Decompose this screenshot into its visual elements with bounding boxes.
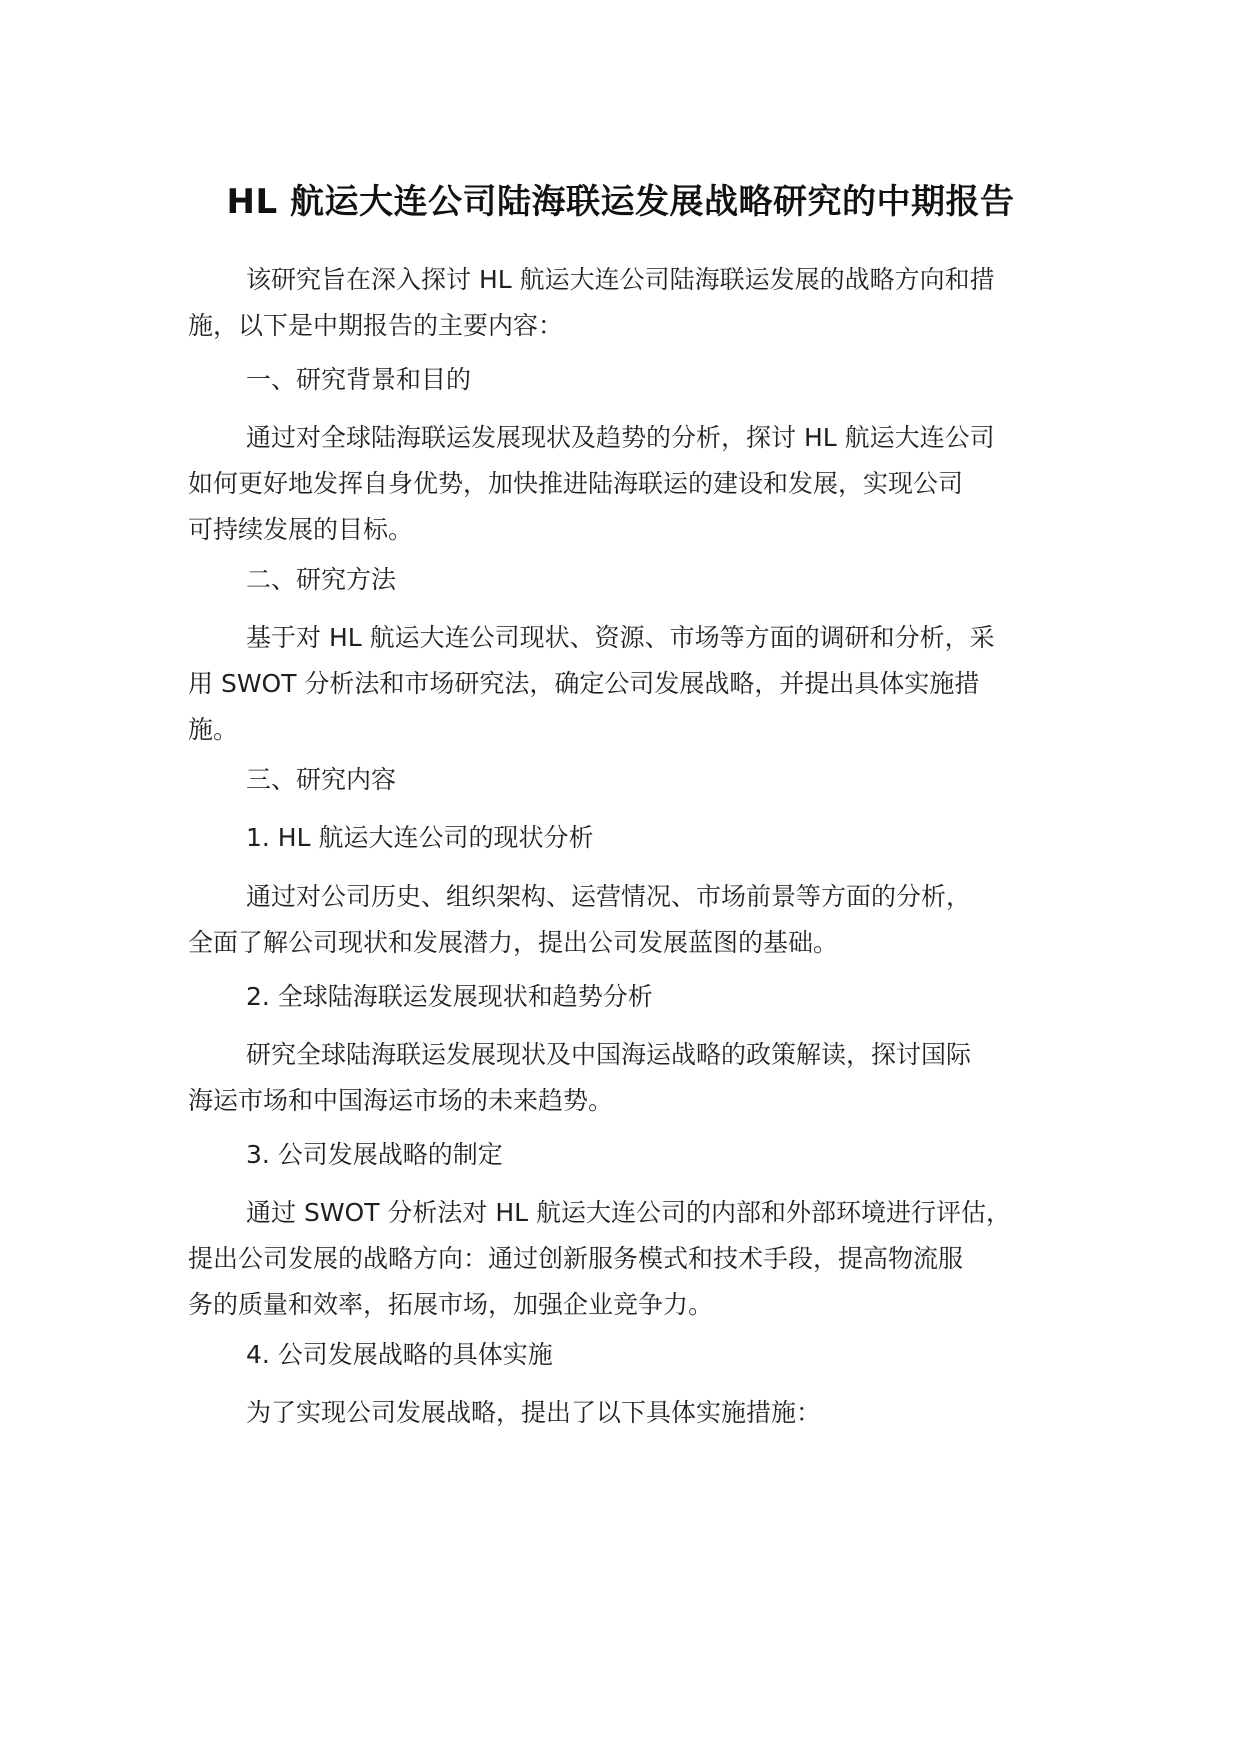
text-line: 施，以下是中期报告的主要内容：	[188, 311, 564, 340]
text-line: 提出公司发展的战略方向：通过创新服务模式和技术手段，提高物流服	[188, 1244, 964, 1273]
subsection-heading-4	[188, 1332, 1088, 1378]
subsection-1-paragraph	[188, 874, 1088, 966]
text-line: 海运市场和中国海运市场的未来趋势。	[188, 1086, 614, 1115]
text-line: 2. 全球陆海联运发展现状和趋势分析	[246, 982, 653, 1011]
subsection-3-paragraph	[188, 1190, 1088, 1328]
text-line: 可持续发展的目标。	[188, 515, 414, 544]
text-line: 施。	[188, 715, 239, 744]
text-line: 二、研究方法	[246, 565, 397, 594]
subsection-2-paragraph	[188, 1032, 1088, 1124]
text-line: 4. 公司发展战略的具体实施	[246, 1340, 553, 1369]
text-line: 全面了解公司现状和发展潜力，提出公司发展蓝图的基础。	[188, 928, 839, 957]
text-line: 用 SWOT 分析法和市场研究法，确定公司发展战略，并提出具体实施措	[188, 669, 980, 698]
subsection-heading-2	[188, 974, 1088, 1020]
text-line: 该研究旨在深入探讨 HL 航运大连公司陆海联运发展的战略方向和措	[246, 265, 995, 294]
text-line: 基于对 HL 航运大连公司现状、资源、市场等方面的调研和分析，采	[246, 623, 995, 652]
text-line: 1. HL 航运大连公司的现状分析	[246, 823, 594, 852]
background-paragraph	[188, 415, 1088, 553]
text-line: 务的质量和效率，拓展市场，加强企业竞争力。	[188, 1290, 714, 1319]
text-line: 通过对全球陆海联运发展现状及趋势的分析，探讨 HL 航运大连公司	[246, 423, 995, 452]
text-line: 三、研究内容	[246, 765, 397, 794]
subsection-4-paragraph	[188, 1390, 1088, 1436]
section-heading-content	[188, 757, 1088, 803]
method-paragraph	[188, 615, 1088, 753]
text-line: 通过 SWOT 分析法对 HL 航运大连公司的内部和外部环境进行评估，	[246, 1198, 1012, 1227]
text-line: 3. 公司发展战略的制定	[246, 1140, 503, 1169]
section-heading-background	[188, 357, 1088, 403]
section-heading-method	[188, 557, 1088, 603]
document-title: HL 航运大连公司陆海联运发展战略研究的中期报告	[226, 182, 1015, 222]
text-line: 如何更好地发挥自身优势，加快推进陆海联运的建设和发展，实现公司	[188, 469, 964, 498]
subsection-heading-3	[188, 1132, 1088, 1178]
subsection-heading-1	[188, 815, 1088, 861]
text-line: 通过对公司历史、组织架构、运营情况、市场前景等方面的分析，	[246, 882, 972, 911]
text-line: 一、研究背景和目的	[246, 365, 472, 394]
intro-paragraph	[188, 257, 1088, 349]
text-line: 研究全球陆海联运发展现状及中国海运战略的政策解读，探讨国际	[246, 1040, 972, 1069]
text-line: 为了实现公司发展战略，提出了以下具体实施措施：	[246, 1398, 822, 1427]
